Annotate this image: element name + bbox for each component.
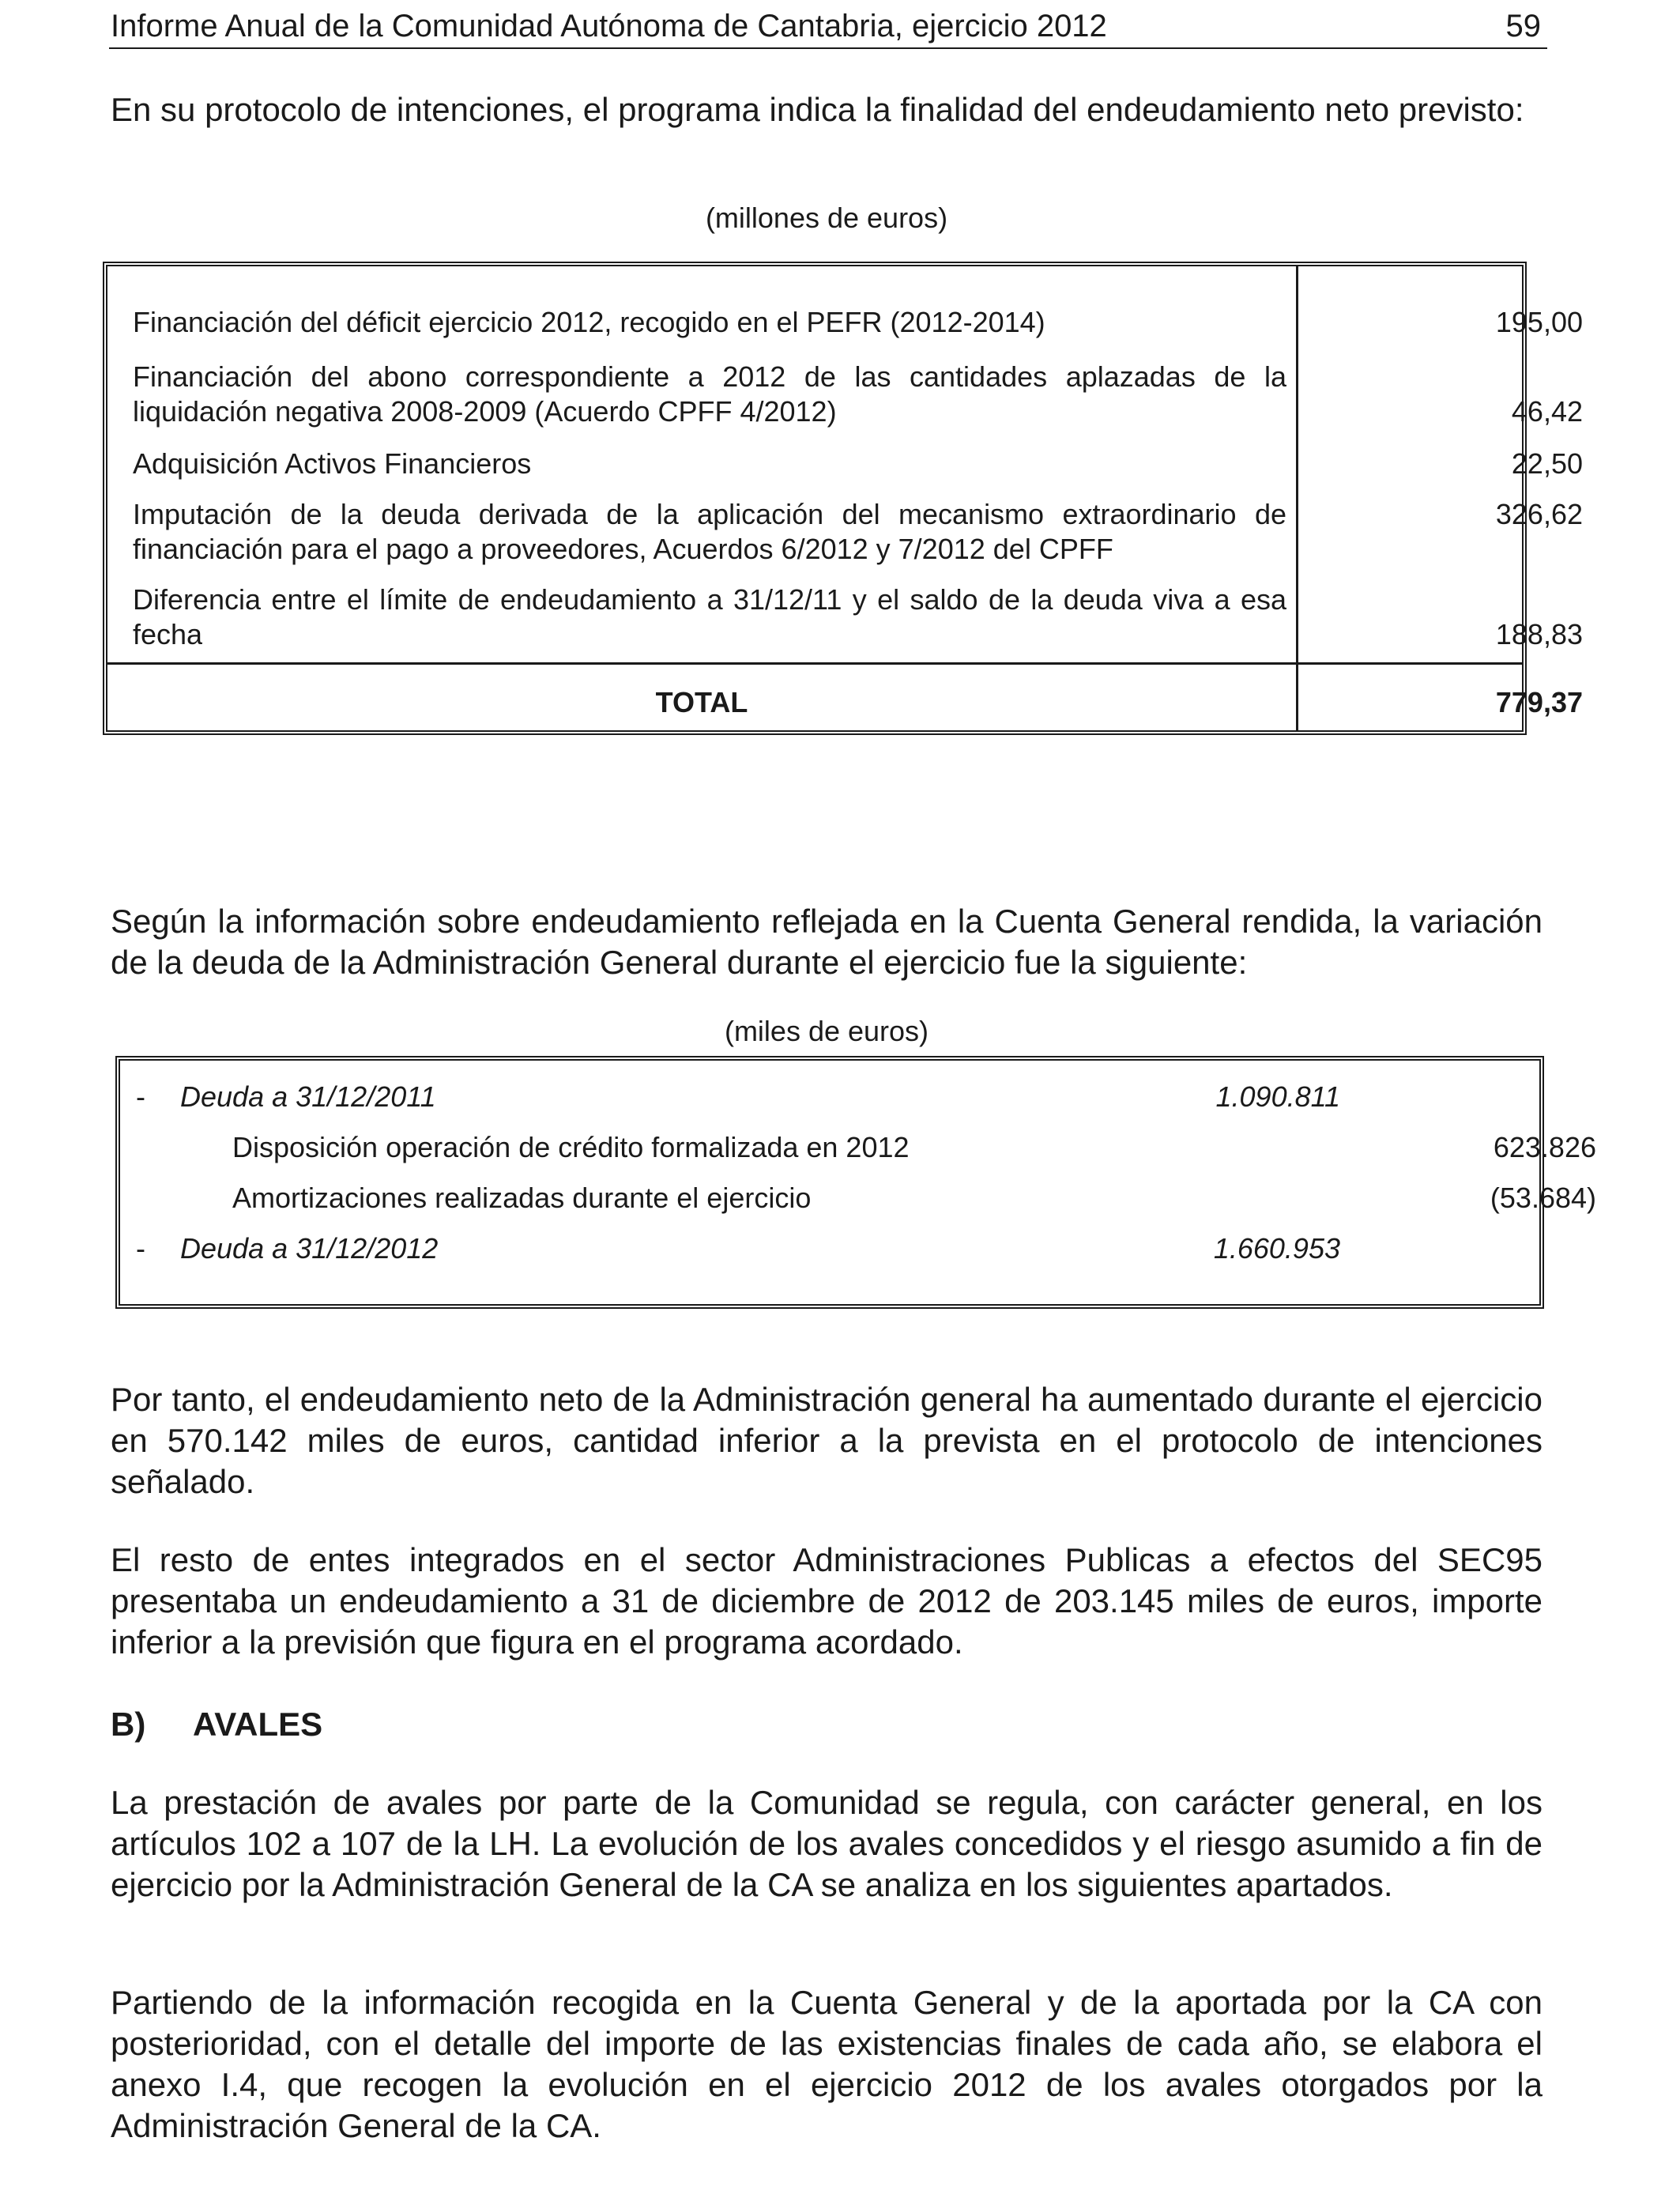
- table1-column-divider: [1296, 266, 1298, 730]
- section-letter: B): [111, 1706, 146, 1743]
- table1-total-value: 779,37: [1495, 686, 1583, 718]
- table1-row-desc: Adquisición Activos Financieros: [133, 447, 532, 480]
- page-number: 59: [1505, 9, 1541, 43]
- row-label: Deuda a 31/12/2012: [180, 1232, 439, 1265]
- table1-row-value: 326,62: [1495, 498, 1583, 530]
- row-balance: 1.660.953: [1213, 1232, 1340, 1265]
- table1-row-value: 188,83: [1495, 618, 1583, 650]
- intro-paragraph: En su protocolo de intenciones, el programa indica la finalidad del endeudamiento neto previsto:: [111, 91, 1524, 128]
- table1-row-value: 46,42: [1511, 395, 1583, 428]
- table1-unit-caption: (millones de euros): [705, 202, 948, 234]
- row-dash: -: [136, 1080, 145, 1113]
- running-header: [109, 6, 1547, 49]
- table-row: [120, 1080, 1539, 1114]
- table1-row-desc: Imputación de la deuda derivada de la aplicación del mecanismo extraordinario de financiación para el pago a proveedores, Acuerdos 6/2012 y 7/2012 del CPFF: [133, 498, 1286, 565]
- table1-row-desc: Financiación del déficit ejercicio 2012, recogido en el PEFR (2012-2014): [133, 306, 1045, 338]
- row-label: Deuda a 31/12/2011: [180, 1080, 436, 1113]
- table1-row-desc: Diferencia entre el límite de endeudamiento a 31/12/11 y el saldo de la deuda viva a esa fecha: [133, 583, 1286, 650]
- section-heading-avales: [111, 1704, 322, 1745]
- debt-variation-table: [115, 1056, 1596, 1309]
- row-balance: 1.090.811: [1215, 1080, 1340, 1113]
- guarantees-regulation-paragraph: La prestación de avales por parte de la Comunidad se regula, con carácter general, en los artículos 102 a 107 de la LH. La evolución de los avales concedidos y el riesgo asumido a fin de ejercicio por la Administración General de la CA se analiza en los siguientes apartados.: [111, 1784, 1543, 1903]
- row-movement: 623.826: [1493, 1131, 1596, 1163]
- table1-row-value: 22,50: [1511, 447, 1583, 480]
- annex-paragraph: Partiendo de la información recogida en la Cuenta General y de la aportada por la CA con posterioridad, con el detalle del importe de las existencias finales de cada año, se elabora el anexo I.4, que recogen la evolución en el ejercicio 2012 de los avales otorgados por la Administración General de la CA.: [111, 1984, 1543, 2144]
- table2-unit-caption: (miles de euros): [724, 1015, 929, 1047]
- row-label: Disposición operación de crédito formalizada en 2012: [232, 1131, 910, 1163]
- table-row: [120, 1130, 1596, 1165]
- row-dash: -: [136, 1232, 145, 1265]
- table-row: [120, 1231, 1539, 1266]
- net-debt-conclusion-paragraph: Por tanto, el endeudamiento neto de la Administración general ha aumentado durante el ejercicio en 570.142 miles de euros, cantidad inferior a la prevista en el protocolo de intenciones señalado.: [111, 1381, 1543, 1500]
- other-entities-paragraph: El resto de entes integrados en el sector Administraciones Publicas a efectos del SEC95 presentaba un endeudamiento a 31 de diciembre de 2012 de 203.145 miles de euros, importe inferior a la previsión que figura en el programa acordado.: [111, 1541, 1543, 1661]
- table1-row-value: 195,00: [1495, 306, 1583, 338]
- report-title: Informe Anual de la Comunidad Autónoma de Cantabria, ejercicio 2012: [111, 9, 1107, 43]
- table1-total-label: TOTAL: [655, 686, 748, 718]
- row-label: Amortizaciones realizadas durante el ejercicio: [232, 1182, 812, 1214]
- net-debt-purpose-table: [103, 262, 1583, 735]
- table1-total-divider: [107, 662, 1522, 665]
- debt-variation-intro-paragraph: Según la información sobre endeudamiento reflejada en la Cuenta General rendida, la variación de la deuda de la Administración General durante el ejercicio fue la siguiente:: [111, 903, 1543, 981]
- section-title: AVALES: [193, 1706, 323, 1743]
- table1-row-desc: Financiación del abono correspondiente a 2012 de las cantidades aplazadas de la liquidación negativa 2008-2009 (Acuerdo CPFF 4/2012): [133, 360, 1286, 428]
- row-movement: (53.684): [1490, 1182, 1596, 1214]
- table-row: [120, 1181, 1596, 1216]
